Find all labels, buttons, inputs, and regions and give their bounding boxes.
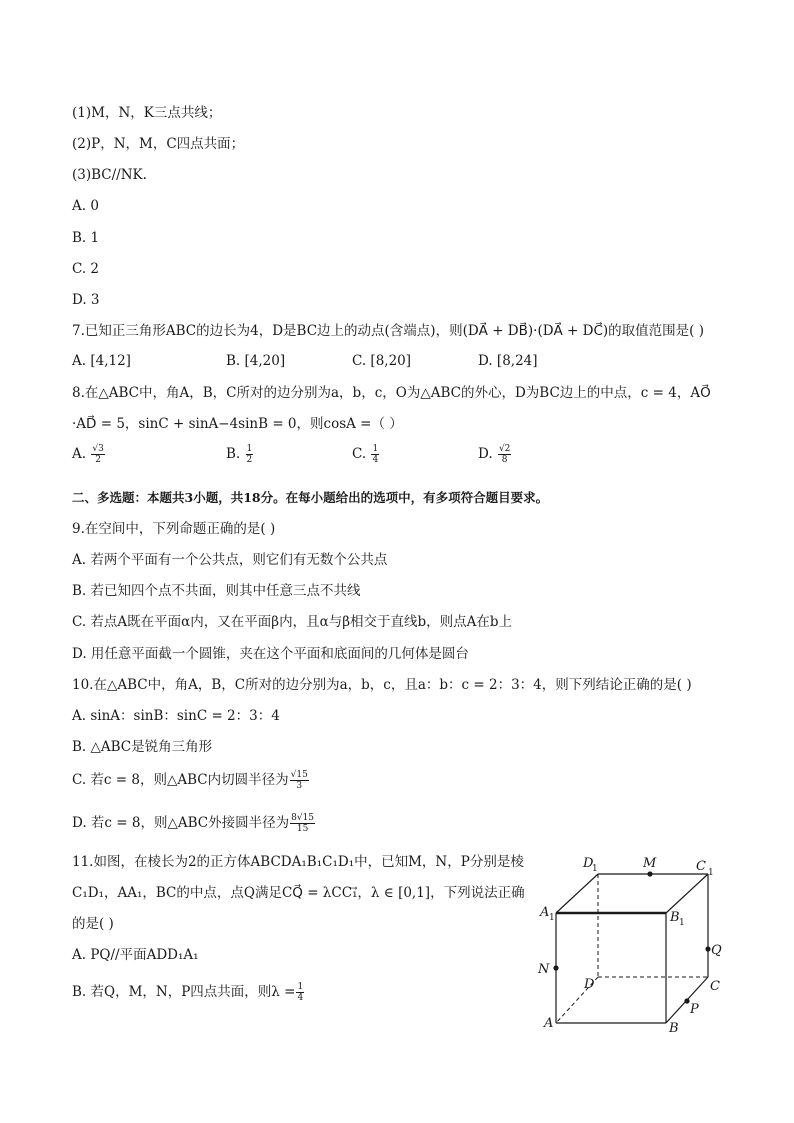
q6-option-a: A. 0 [72, 198, 99, 214]
q8-option-c [352, 444, 380, 465]
q10-stem: 10.在△ABC中，角A，B，C所对的边分别为a，b，c，且a：b：c = 2：3：4，则下列结论正确的是( ) [72, 677, 692, 693]
q8-a-denominator: 2 [95, 455, 101, 465]
point-n [553, 965, 558, 970]
q7-option-a: A. [4,12] [72, 353, 131, 369]
q7-option-d: D. [8,24] [478, 353, 538, 369]
label-a1: A [540, 905, 550, 920]
q8-option-a-label: A. [72, 446, 87, 462]
cube-figure [528, 846, 738, 1046]
q11-stem-line2: C₁D₁，AA₁，BC的中点，点Q满足CQ⃗ = λCC₁⃗，λ ∈ [0,1]，下列说法正确 [72, 885, 525, 901]
label-p: P [690, 1002, 699, 1017]
q8-a-numerator: √3 [92, 444, 104, 454]
q8-option-d [478, 444, 512, 465]
label-d1: D [583, 856, 594, 871]
q7-stem: 7.已知正三角形ABC的边长为4，D是BC边上的动点(含端点)，则(DA⃗ + DB⃗)·(DA⃗ + DC⃗)的取值范围是( ) [72, 323, 705, 339]
q8-d-numerator: √2 [498, 444, 511, 454]
edge-a1d1 [556, 874, 598, 913]
q7-options [72, 353, 722, 381]
q10-c-numerator: √15 [290, 770, 308, 780]
q8-stem-line1: 8.在△ABC中，角A，B，C所对的边分别为a，b，c，O为△ABC的外心，D为BC边上的中点，c = 4，AO⃗ [72, 385, 711, 401]
q10-option-d-fraction [290, 813, 315, 834]
q11-option-b-fraction [296, 982, 304, 1003]
q10-option-c-fraction [290, 770, 309, 791]
label-n: N [538, 962, 550, 977]
q11-option-b [72, 982, 305, 1003]
point-p [684, 998, 689, 1003]
q11-stem-line1: 11.如图，在棱长为2的正方体ABCDA₁B₁C₁D₁中，已知M，N，P分别是棱 [72, 854, 524, 870]
q7-option-b: B. [4,20] [226, 353, 286, 369]
q8-option-b-label: B. [226, 446, 241, 462]
q10-d-denominator: 15 [296, 824, 309, 834]
label-m: M [643, 856, 657, 871]
q9-option-d: D. 用任意平面截一个圆锥，夹在这个平面和底面间的几何体是圆台 [72, 646, 469, 662]
q8-option-a [72, 444, 106, 465]
label-c: C [710, 979, 720, 994]
q6-option-d: D. 3 [72, 292, 100, 308]
label-c1-sub: 1 [708, 868, 714, 878]
q10-option-a: A. sinA：sinB：sinC = 2：3：4 [72, 708, 280, 724]
q10-option-d [72, 813, 316, 834]
q10-option-c-text: C. 若c = 8，则△ABC内切圆半径为 [72, 772, 289, 788]
q8-option-b-fraction [246, 444, 254, 465]
section-2-heading: 二、多选题：本题共3小题，共18分。在每小题给出的选项中，有多项符合题目要求。 [72, 490, 549, 505]
q10-d-numerator: 8√15 [291, 813, 315, 823]
q8-option-a-fraction [91, 444, 104, 465]
q9-stem: 9.在空间中，下列命题正确的是( ) [72, 521, 276, 537]
edge-b1c1 [666, 874, 708, 913]
label-q: Q [711, 943, 722, 958]
q10-option-d-text: D. 若c = 8，则△ABC外接圆半径为 [72, 815, 290, 831]
q6-option-b: B. 1 [72, 230, 100, 246]
point-q [705, 946, 710, 951]
q8-options [72, 444, 722, 472]
q8-b-numerator: 1 [246, 444, 253, 454]
q6-option-c: C. 2 [72, 261, 100, 277]
q6-statement-2: (2)P，N，M，C四点共面； [72, 136, 245, 152]
label-a: A [544, 1016, 554, 1031]
label-b: B [669, 1021, 679, 1036]
q8-d-denominator: 8 [501, 455, 508, 465]
q8-c-numerator: 1 [372, 444, 379, 454]
q10-c-denominator: 3 [296, 781, 303, 791]
q7-option-c: C. [8,20] [352, 353, 412, 369]
q8-option-d-label: D. [478, 446, 493, 462]
q9-option-c: C. 若点A既在平面α内，又在平面β内，且α与β相交于直线b，则点A在b上 [72, 614, 513, 630]
label-b1-sub: 1 [679, 918, 685, 928]
q11-b-numerator: 1 [297, 982, 304, 992]
q9-option-b: B. 若已知四个点不共面，则其中任意三点不共线 [72, 583, 361, 599]
label-d: D [584, 977, 595, 992]
q11-b-denominator: 4 [297, 993, 304, 1003]
label-c1: C [696, 859, 706, 874]
label-d1-sub: 1 [592, 864, 598, 874]
q8-c-denominator: 4 [372, 455, 379, 465]
q8-option-b [226, 444, 254, 465]
q6-statement-1: (1)M，N，K三点共线； [72, 105, 222, 121]
q11-option-a: A. PQ//平面ADD₁A₁ [72, 947, 199, 963]
q8-option-c-fraction [371, 444, 379, 465]
q11-stem-line3: 的是( ) [72, 916, 114, 932]
q8-b-denominator: 2 [246, 455, 253, 465]
q8-option-d-fraction [498, 444, 511, 465]
q10-option-b: B. △ABC是锐角三角形 [72, 739, 213, 755]
q8-stem-line2: ·AD⃗ = 5，sinC + sinA−4sinB = 0，则cosA =（ ） [72, 416, 403, 432]
label-a1-sub: 1 [549, 913, 555, 923]
q9-option-a: A. 若两个平面有一个公共点，则它们有无数个公共点 [72, 552, 388, 568]
q6-statement-3: (3)BC//NK. [72, 167, 147, 183]
point-m [647, 871, 652, 876]
label-b1: B [670, 910, 680, 925]
q8-option-c-label: C. [352, 446, 367, 462]
q10-option-c [72, 770, 310, 791]
q11-option-b-text: B. 若Q，M，N，P四点共面，则λ = [72, 984, 296, 1000]
